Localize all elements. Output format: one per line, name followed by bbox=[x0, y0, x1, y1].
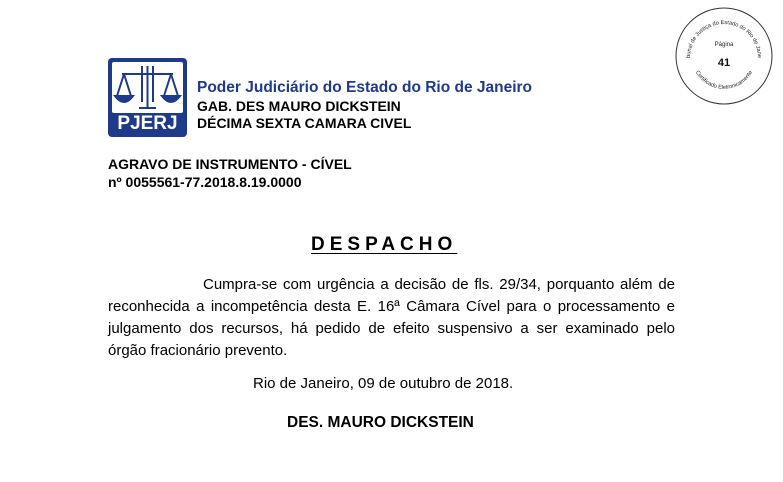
scales-of-justice-icon bbox=[112, 62, 183, 113]
stamp-page-number: 41 bbox=[717, 57, 731, 69]
signature: DES. MAURO DICKSTEIN bbox=[287, 414, 474, 431]
stamp-top-text: bunal de Justiça do Estado do Rio de Jane bbox=[685, 19, 763, 59]
stamp-bottom-text: Certificado Eletronicamente bbox=[693, 69, 755, 91]
pjerj-logo bbox=[108, 58, 187, 137]
logo-label: PJERJ bbox=[117, 113, 178, 134]
document-date: Rio de Janeiro, 09 de outubro de 2018. bbox=[253, 375, 514, 392]
chamber-name: DÉCIMA SEXTA CAMARA CIVEL bbox=[197, 115, 412, 131]
organization-name: Poder Judiciário do Estado do Rio de Janeiro bbox=[197, 79, 533, 96]
document-body: Cumpra-se com urgência a decisão de fls. 29/34, porquanto além de reconhecida a incompetência desta E. 16ª Câmara Cível para o processamento e julgamento dos recursos, há pedido de efeito suspensivo a ser examinado pelo órgão fracionário prevento. bbox=[108, 276, 675, 359]
case-type: AGRAVO DE INSTRUMENTO - CÍVEL bbox=[108, 156, 352, 172]
page-stamp bbox=[674, 6, 774, 106]
case-number: nº 0055561-77.2018.8.19.0000 bbox=[108, 174, 302, 190]
cabinet-name: GAB. DES MAURO DICKSTEIN bbox=[197, 98, 401, 114]
document-heading: DESPACHO bbox=[311, 234, 458, 255]
stamp-page-label: Página bbox=[714, 42, 734, 48]
